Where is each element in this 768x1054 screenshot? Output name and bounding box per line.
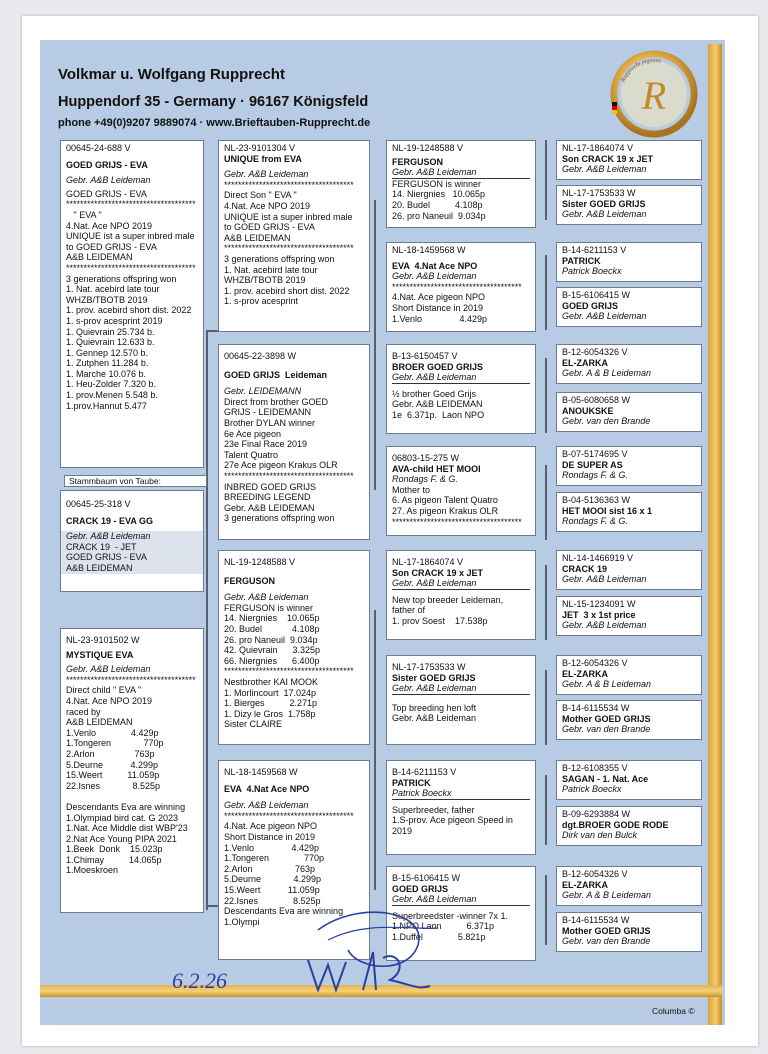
detail-line: to GOED GRIJS - EVA — [66, 241, 157, 252]
pigeon-name: EL-ZARKA — [562, 879, 608, 890]
detail-line: FERGUSON is winner — [392, 178, 482, 189]
pigeon-card-patrick — [386, 760, 536, 855]
owner-name: Volkmar u. Wolfgang Rupprecht — [58, 66, 285, 83]
breeder: Gebr. A&B Leideman — [392, 894, 530, 906]
detail-line: 15.Weert 11.059p — [224, 884, 320, 895]
detail-line: Top breeding hen loft — [392, 702, 477, 713]
pigeon-name: GOED GRIJS Leideman — [224, 369, 328, 380]
detail-line: 1. prov. acebird short dist. 2022 — [224, 285, 350, 296]
pigeon-name: EVA 4.Nat Ace NPO — [224, 783, 310, 794]
details — [392, 703, 530, 724]
detail-line: 66. Niergnies 6.400p — [224, 655, 320, 666]
detail-line: 23e Final Race 2019 — [224, 439, 308, 450]
detail-line: Descendants Eva are winning — [224, 906, 344, 917]
detail-line: BREEDING LEGEND — [224, 492, 311, 503]
detail-line: 1.Beek Donk 15.023p — [66, 844, 163, 855]
pigeon-name: GOED GRIJS - EVA — [66, 159, 148, 170]
detail-line: 3 generations offspring won — [66, 273, 177, 284]
pigeon-name: PATRICK — [562, 255, 601, 266]
connector-line — [374, 200, 376, 490]
pigeon-name: HET MOOI sist 16 x 1 — [562, 505, 653, 516]
breeder: Gebr. A&B Leideman — [562, 574, 647, 585]
pigeon-card-broer-goed-grijs — [386, 344, 536, 434]
breeder: Gebr. van den Brande — [562, 724, 651, 735]
detail-line: 5.Deurne 4.299p — [66, 759, 159, 770]
ring-number: B-12-6054326 V — [562, 869, 628, 879]
pigeon-card-g4 — [556, 140, 702, 180]
pigeon-name: AVA-child HET MOOI — [392, 463, 481, 474]
breeder: Gebr. van den Brande — [562, 936, 651, 947]
pigeon-card-g4 — [556, 344, 702, 384]
pigeon-name: ANOUKSKE — [562, 405, 614, 416]
detail-line: 1. Quievrain 12.633 b. — [66, 337, 155, 348]
detail-line: UNIQUE ist a super inbred male — [224, 211, 353, 222]
ring-number: B-09-6293884 W — [562, 809, 631, 819]
pigeon-name: SAGAN - 1. Nat. Ace — [562, 773, 649, 784]
detail-line: 14. Niergnies 10.065p — [224, 613, 320, 624]
ring-number: B-12-6108355 V — [562, 763, 628, 773]
breeder: Gebr. A&B Leideman — [61, 531, 203, 542]
detail-line: 20. Budel 4.108p — [224, 623, 320, 634]
ring-number: B-14-6211153 V — [392, 767, 457, 777]
pigeon-name: EL-ZARKA — [562, 668, 608, 679]
pigeon-name: JET 3 x 1st price — [562, 609, 636, 620]
connector-line — [545, 775, 547, 845]
pigeon-name: Sister GOED GRIJS — [562, 198, 646, 209]
detail-line: 22.Isnes 8.525p — [66, 780, 161, 791]
ring-number: B-14-6211153 V — [562, 245, 627, 255]
ring-number: NL-15-1234091 W — [562, 599, 636, 609]
detail-line: ************************************* — [224, 179, 354, 190]
pigeon-name: EVA 4.Nat Ace NPO — [392, 260, 478, 271]
breeder: Gebr. A&B Leideman — [392, 167, 530, 179]
detail-line: Sister CLAIRE — [224, 719, 283, 730]
ring-number: B-15-6106415 W — [562, 290, 631, 300]
breeder: Gebr. A & B Leideman — [562, 368, 652, 379]
breeder: Gebr. A&B Leideman — [562, 311, 647, 322]
pigeon-card-g4 — [556, 242, 702, 282]
ring-number: B-14-6115534 W — [562, 703, 630, 713]
pedigree-label: Stammbaum von Taube: — [64, 475, 207, 487]
ring-number: NL-18-1459568 W — [392, 245, 466, 255]
pigeon-name: BROER GOED GRIJS — [392, 361, 484, 372]
detail-line: 1. prov. acebird short dist. 2022 — [66, 305, 192, 316]
detail-line: " EVA " — [66, 209, 102, 220]
detail-line: 6e Ace pigeon — [224, 428, 282, 439]
detail-line: 2.Nat Ace Young PIPA 2021 — [66, 833, 177, 844]
breeder: Patrick Boeckx — [392, 788, 530, 800]
ring-number: 00645-22-3898 W — [224, 351, 297, 361]
ring-number: B-07-5174695 V — [562, 449, 628, 459]
gold-stripe-right — [708, 44, 722, 1025]
detail-line: Superbreeder, father — [392, 804, 475, 815]
pigeon-name: Sister GOED GRIJS — [392, 672, 476, 683]
connector-line — [545, 670, 547, 745]
details — [392, 282, 530, 324]
ring-number: 06803-15-275 W — [392, 453, 460, 463]
ring-number: B-05-6080658 W — [562, 395, 631, 405]
owner-contact: phone +49(0)9207 9889074 · www.Brieftauben-Rupprecht.de — [58, 117, 371, 129]
columba-credit: Columba © — [652, 1006, 695, 1016]
detail-line: 4.Nat. Ace NPO 2019 — [66, 695, 153, 706]
connector-line — [545, 875, 547, 945]
detail-line: GOED GRIJS - EVA — [66, 188, 147, 199]
pigeon-card-g4 — [556, 912, 702, 952]
detail-line: 2.Arlon 763p — [66, 748, 155, 759]
breeder: Rondags F. & G. — [562, 516, 628, 527]
pigeon-card-g4 — [556, 596, 702, 636]
detail-line: 27. As pigeon Krakus OLR — [392, 505, 499, 516]
pigeon-name: EL-ZARKA — [562, 357, 608, 368]
detail-line: 1.Olympi — [224, 916, 260, 927]
detail-line: 1.Tongeren 770p — [66, 738, 164, 749]
rupprecht-logo — [606, 44, 702, 138]
detail-line: 1. Zutphen 11.284 b. — [66, 358, 149, 369]
detail-line: father of — [392, 605, 426, 616]
details — [66, 542, 198, 574]
detail-line: 1.Nat. Ace Middle dist WBP'23 — [66, 823, 188, 834]
breeder: Dirk van den Bulck — [562, 830, 638, 841]
breeder: Patrick Boeckx — [562, 784, 622, 795]
detail-line: 4.Nat. Ace NPO 2019 — [66, 220, 153, 231]
detail-line: 1. Quievrain 25.734 b. — [66, 326, 155, 337]
pigeon-card-mystique-eva — [60, 628, 204, 913]
ring-number: B-12-6054326 V — [562, 347, 628, 357]
pigeon-card-crack19-eva — [60, 490, 204, 592]
svg-text:R: R — [641, 73, 667, 118]
detail-line: 1.prov.Hannut 5.477 — [66, 400, 147, 411]
pigeon-card-goed-grijs-leideman — [218, 344, 370, 540]
connector-line — [545, 140, 547, 220]
owner-address: Huppendorf 35 - Germany · 96167 Königsfeld — [58, 94, 369, 110]
detail-line: 1. Gennep 12.570 b. — [66, 347, 149, 358]
pigeon-card-eva-g3 — [386, 242, 536, 332]
detail-line: ************************************* — [224, 810, 354, 821]
ring-number: NL-17-1864074 V — [392, 557, 464, 567]
detail-line: 5.Deurne 4.299p — [224, 874, 322, 885]
breeder: Gebr. A&B Leideman — [66, 664, 151, 675]
ring-number: NL-17-1753533 W — [392, 662, 466, 672]
ring-number: NL-14-1466919 V — [562, 553, 634, 563]
detail-line: ************************************* — [66, 262, 196, 273]
pigeon-card-eva — [60, 140, 204, 468]
pigeon-name: MYSTIQUE EVA — [66, 649, 134, 660]
detail-line: WHZB/TBOTB 2019 — [224, 275, 306, 286]
ring-number: B-14-6115534 W — [562, 915, 630, 925]
detail-line: 4.Nat. Ace pigeon NPO — [224, 821, 318, 832]
connector-line — [206, 330, 208, 910]
detail-line: 6. As pigeon Talent Quatro — [392, 495, 498, 506]
detail-line: 1. s-prov acesprint 2019 — [66, 315, 163, 326]
ring-number: NL-17-1753533 W — [562, 188, 636, 198]
detail-line: 15.Weert 11.059p — [66, 770, 160, 781]
detail-line: 2.Arlon 763p — [224, 863, 316, 874]
detail-line: ************************************* — [66, 199, 196, 210]
pigeon-card-g4 — [556, 492, 702, 532]
ring-number: B-15-6106415 W — [392, 873, 461, 883]
detail-line: ************************************* — [392, 516, 522, 527]
pigeon-name: GOED GRIJS — [562, 300, 619, 311]
ring-number: NL-23-9101304 V — [224, 143, 296, 153]
connector-line — [374, 610, 376, 890]
detail-line: A&B LEIDEMAN — [61, 563, 203, 574]
detail-line: 1.Tongeren 770p — [224, 853, 325, 864]
ring-number: 00645-25-318 V — [66, 499, 131, 509]
detail-line: INBRED GOED GRIJS — [224, 481, 317, 492]
pigeon-card-g4 — [556, 550, 702, 590]
detail-line: Short Distance in 2019 — [392, 302, 484, 313]
breeder: Gebr. A&B Leideman — [562, 620, 647, 631]
detail-line: Mother to — [392, 484, 431, 495]
detail-line: UNIQUE ist a super inbred male — [66, 231, 195, 242]
detail-line: 42. Quievrain 3.325p — [224, 645, 321, 656]
details — [66, 675, 198, 876]
pigeon-card-g4 — [556, 392, 702, 432]
detail-line: 1.Chimay 14.065p — [66, 854, 162, 865]
pigeon-card-g4 — [556, 185, 702, 225]
detail-line: 26. pro Naneuil 9.034p — [224, 634, 318, 645]
detail-line: 14. Niergnies 10.065p — [392, 189, 486, 200]
details — [224, 397, 364, 524]
pigeon-card-g4 — [556, 866, 702, 906]
breeder: Gebr. A&B Leideman — [224, 592, 309, 603]
ring-number: NL-19-1248588 V — [224, 557, 296, 567]
pigeon-card-g4 — [556, 700, 702, 740]
detail-line: Brother DYLAN winner — [224, 417, 316, 428]
pigeon-name: Son CRACK 19 x JET — [392, 567, 484, 578]
connector-line — [545, 358, 547, 433]
pigeon-name: GOED GRIJS — [392, 883, 449, 894]
detail-line: Direct child " EVA " — [66, 685, 142, 696]
pigeon-card-sister-goed-grijs — [386, 655, 536, 745]
detail-line: 1. prov.Menen 5.548 b. — [66, 390, 158, 401]
breeder: Gebr. A&B Leideman — [224, 169, 309, 180]
pigeon-card-ava-child — [386, 446, 536, 536]
detail-line: Gebr. A&B LEIDEMAN — [392, 399, 483, 410]
detail-line: ************************************* — [224, 666, 354, 677]
ring-number: 00645-24-688 V — [66, 143, 131, 153]
detail-line: 3 generations offspring won — [224, 513, 335, 524]
detail-line: Nestbrother KAI MOOK — [224, 676, 319, 687]
detail-line: Descendants Eva are winning — [66, 801, 186, 812]
breeder: Gebr. LEIDEMANN — [224, 386, 302, 397]
pigeon-card-ferguson-g3 — [386, 140, 536, 228]
svg-text:6.2.26: 6.2.26 — [172, 968, 227, 993]
detail-line: 1. s-prov acesprint — [224, 296, 299, 307]
pigeon-name: UNIQUE from EVA — [224, 153, 302, 164]
detail-line: WHZB/TBOTB 2019 — [66, 294, 148, 305]
connector-line — [545, 565, 547, 640]
breeder: Gebr. A & B Leideman — [562, 679, 652, 690]
detail-line: Talent Quatro — [224, 449, 279, 460]
detail-line: 1.Moeskroen — [66, 865, 119, 876]
detail-line: raced by — [66, 706, 101, 717]
detail-line: A&B LEIDEMAN — [224, 232, 291, 243]
detail-line: Direct from brother GOED — [224, 396, 329, 407]
pigeon-name: dgt.BROER GODE RODE — [562, 819, 669, 830]
ring-number: NL-18-1459568 W — [224, 767, 298, 777]
detail-line: Gebr. A&B LEIDEMAN — [224, 502, 315, 513]
detail-line: Direct Son " EVA " — [224, 190, 297, 201]
details — [392, 805, 530, 837]
detail-line: 1e 6.371p. Laon NPO — [392, 409, 485, 420]
detail-line: A&B LEIDEMAN — [66, 252, 133, 263]
pigeon-card-son-crack19 — [386, 550, 536, 640]
details — [392, 389, 530, 421]
detail-line: 1.Venlo 4.429p — [66, 727, 159, 738]
detail-line — [66, 791, 198, 802]
connector-line — [545, 465, 547, 540]
pigeon-card-g4 — [556, 655, 702, 695]
detail-line: 1. Heu-Zolder 7.320 b. — [66, 379, 157, 390]
pigeon-name: Son CRACK 19 x JET — [562, 153, 654, 164]
detail-line: 26. pro Naneuil 9.034p — [392, 210, 486, 221]
detail-line: 22.Isnes 8.525p — [224, 895, 321, 906]
ring-number: NL-23-9101502 W — [66, 635, 140, 645]
breeder: Rondags F. & G. — [562, 470, 628, 481]
detail-line: 4.Nat. Ace pigeon NPO — [392, 292, 486, 303]
breeder: Gebr. A&B Leideman — [562, 164, 647, 175]
pigeon-name: Mother GOED GRIJS — [562, 713, 651, 724]
detail-line: ************************************* — [224, 243, 354, 254]
breeder: Gebr. A & B Leideman — [562, 890, 652, 901]
detail-line: 1. Bierges 2.271p — [224, 698, 318, 709]
detail-line: Gebr. A&B Leideman — [392, 713, 477, 724]
detail-line: 1. Morlincourt 17.024p — [224, 687, 317, 698]
detail-line: ************************************* — [66, 674, 196, 685]
detail-line: Superbreedster -winner 7x 1. — [392, 910, 509, 921]
pigeon-name: FERGUSON — [224, 575, 276, 586]
pigeon-name: PATRICK — [392, 777, 431, 788]
detail-line: ************************************* — [392, 281, 522, 292]
pigeon-card-g4 — [556, 446, 702, 486]
pigeon-card-g4 — [556, 760, 702, 800]
breeder: Gebr. A&B Leideman — [392, 578, 530, 590]
pigeon-name: FERGUSON — [392, 156, 444, 167]
breeder: Gebr. A&B Leideman — [66, 175, 151, 186]
detail-line: to GOED GRIJS - EVA — [224, 222, 315, 233]
ring-number: NL-19-1248588 V — [392, 143, 464, 153]
detail-line: 1.NPO Laon 6.371p — [392, 921, 495, 932]
detail-line: 1.S-prov. Ace pigeon Speed in — [392, 815, 513, 826]
details — [66, 189, 198, 411]
detail-line: 20. Budel 4.108p — [392, 199, 483, 210]
pigeon-card-unique — [218, 140, 370, 332]
detail-line: 1.Venlo 4.429p — [392, 313, 488, 324]
connector-line — [206, 330, 218, 332]
detail-line: 1. Marche 10.076 b. — [66, 368, 147, 379]
details — [224, 180, 364, 307]
detail-line: ½ brother Goed Grijs — [392, 388, 477, 399]
pigeon-card-g4 — [556, 806, 702, 846]
detail-line: 1. Dizy le Gros 1.758p — [224, 708, 316, 719]
ring-number: NL-17-1864074 V — [562, 143, 634, 153]
detail-line: 1.Duffel 5.821p — [392, 931, 486, 942]
details — [392, 179, 530, 221]
pigeon-card-ferguson — [218, 550, 370, 745]
detail-line: 4.Nat. Ace NPO 2019 — [224, 200, 311, 211]
detail-line: GRIJS - LEIDEMANN — [224, 407, 312, 418]
connector-line — [545, 255, 547, 330]
breeder: Gebr. A&B Leideman — [562, 209, 647, 220]
detail-line: 1. prov Soest 17.538p — [392, 615, 488, 626]
breeder: Gebr. A&B Leideman — [392, 372, 530, 384]
breeder: Rondags F. & G. — [392, 474, 458, 485]
detail-line: 2019 — [392, 825, 413, 836]
detail-line: Short Distance in 2019 — [224, 831, 316, 842]
pigeon-name: Mother GOED GRIJS — [562, 925, 651, 936]
breeder: Gebr. A&B Leideman — [224, 800, 309, 811]
pigeon-card-g4 — [556, 287, 702, 327]
ring-number: B-13-6150457 V — [392, 351, 458, 361]
detail-line: ************************************* — [224, 470, 354, 481]
detail-line: 3 generations offspring won — [224, 253, 335, 264]
details — [392, 485, 530, 527]
detail-line: New top breeder Leideman, — [392, 594, 504, 605]
ring-number: B-04-5136363 W — [562, 495, 631, 505]
details — [224, 603, 364, 730]
detail-line: FERGUSON is winner — [224, 602, 314, 613]
ring-number: B-12-6054326 V — [562, 658, 628, 668]
detail-line: 1. Nat. acebird late tour — [66, 284, 160, 295]
svg-text:Rupprecht pigeons: Rupprecht pigeons — [620, 57, 662, 84]
detail-line: GOED GRIJS - EVA — [61, 552, 203, 563]
detail-line: 1.Venlo 4.429p — [224, 842, 320, 853]
pigeon-name: CRACK 19 — [562, 563, 608, 574]
breeder: Gebr. van den Brande — [562, 416, 651, 427]
detail-line: CRACK 19 - JET — [61, 542, 203, 553]
breeder: Gebr. A&B Leideman — [392, 683, 530, 695]
handwritten-signature — [168, 890, 458, 1000]
breeder: Gebr. A&B Leideman — [392, 271, 477, 282]
detail-line: A&B LEIDEMAN — [66, 717, 133, 728]
detail-line: 27e Ace pigeon Krakus OLR — [224, 460, 338, 471]
detail-line: 1. Nat. acebird late tour — [224, 264, 318, 275]
pigeon-name: DE SUPER AS — [562, 459, 623, 470]
pigeon-name: CRACK 19 - EVA GG — [66, 515, 154, 526]
details — [392, 595, 530, 627]
detail-line: 1.Olympiad bird cat. G 2023 — [66, 812, 179, 823]
breeder: Patrick Boeckx — [562, 266, 622, 277]
